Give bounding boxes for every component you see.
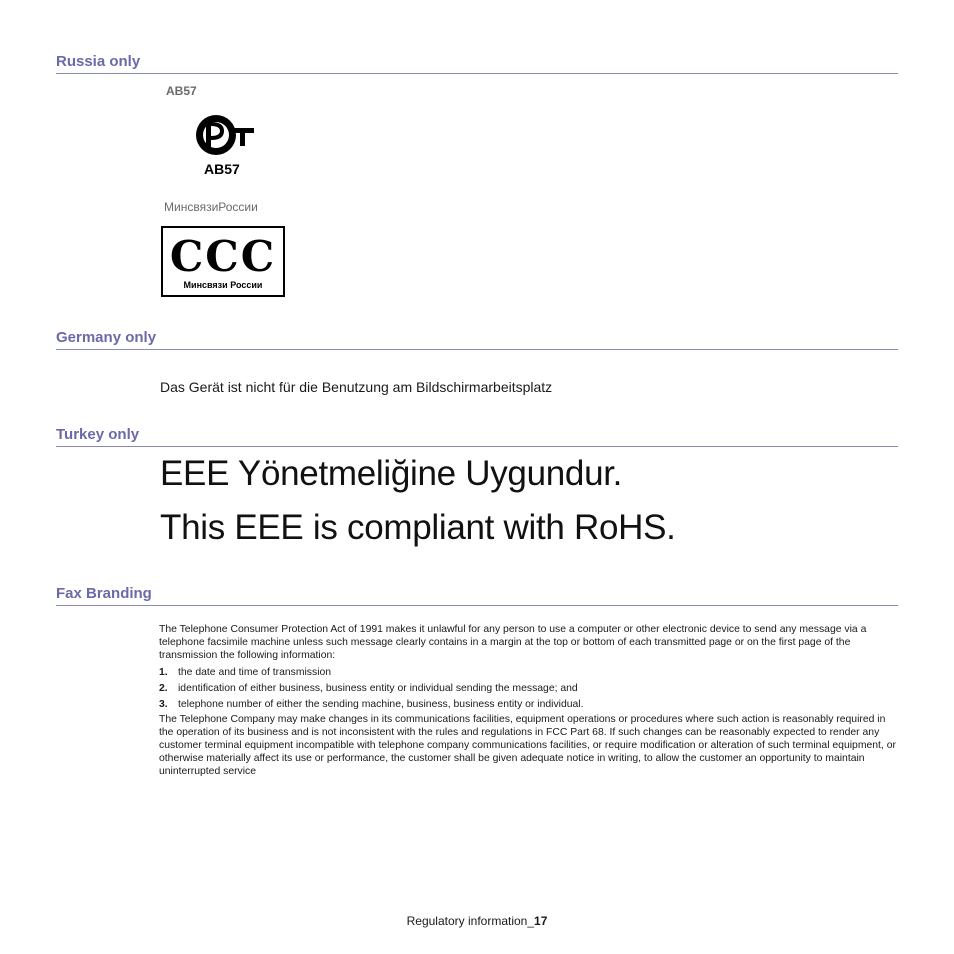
turkey-statement-tr: EEE Yönetmeliğine Uygundur. <box>160 454 623 493</box>
ccc-subtitle: Минсвязи России <box>183 280 263 290</box>
pct-logo-code: AB57 <box>204 161 240 177</box>
pct-certification-logo <box>192 110 258 180</box>
list-item-number: 2. <box>159 683 168 694</box>
section-heading-germany: Germany only <box>56 329 898 350</box>
list-item <box>159 698 583 711</box>
footer-label: Regulatory information_ <box>406 914 535 928</box>
ministry-caption: МинсвязиРоссии <box>164 200 258 214</box>
germany-statement: Das Gerät ist nicht für die Benutzung am Bildschirmarbeitsplatz <box>160 379 553 395</box>
ccc-certification-mark <box>161 226 285 297</box>
page-footer <box>0 914 954 928</box>
list-item <box>159 682 578 695</box>
turkey-statement-en: This EEE is compliant with RoHS. <box>160 508 676 547</box>
list-item-number: 3. <box>159 699 168 710</box>
list-item-text: the date and time of transmission <box>178 667 332 678</box>
list-item-number: 1. <box>159 667 168 678</box>
fax-intro-paragraph: The Telephone Consumer Protection Act of 1991 makes it unlawful for any person to use a computer or other electronic device to send any message via a telephone facsimile machine unless such message clearly contains in a margin at the top or bottom of each transmitted page or on the first page of the transmission the following information: <box>159 624 867 661</box>
list-item <box>159 666 331 679</box>
section-heading-fax: Fax Branding <box>56 585 898 606</box>
section-heading-turkey: Turkey only <box>56 426 898 447</box>
fax-closing-paragraph: The Telephone Company may make changes in its communications facilities, equipment operations or procedures where such action is reasonably required in the operation of its business and is not inconsistent with the rules and regulations in FCC Part 68. If such changes can be reasonably expected to render any customer terminal equipment incompatible with telephone company communications facilities, or require modification or alteration of such terminal equipment, or otherwise materially affect its use or performance, the customer shall be given adequate notice in writing, to allow the customer an opportunity to maintain uninterrupted service <box>159 714 896 777</box>
russia-code-caption: AB57 <box>166 84 197 98</box>
ccc-letters: CCC <box>169 232 277 281</box>
section-heading-russia: Russia only <box>56 53 898 74</box>
list-item-text: identification of either business, business entity or individual sending the message; and <box>178 683 578 694</box>
list-item-text: telephone number of either the sending machine, business, business entity or individual. <box>178 699 584 710</box>
page-number: 17 <box>534 914 548 928</box>
